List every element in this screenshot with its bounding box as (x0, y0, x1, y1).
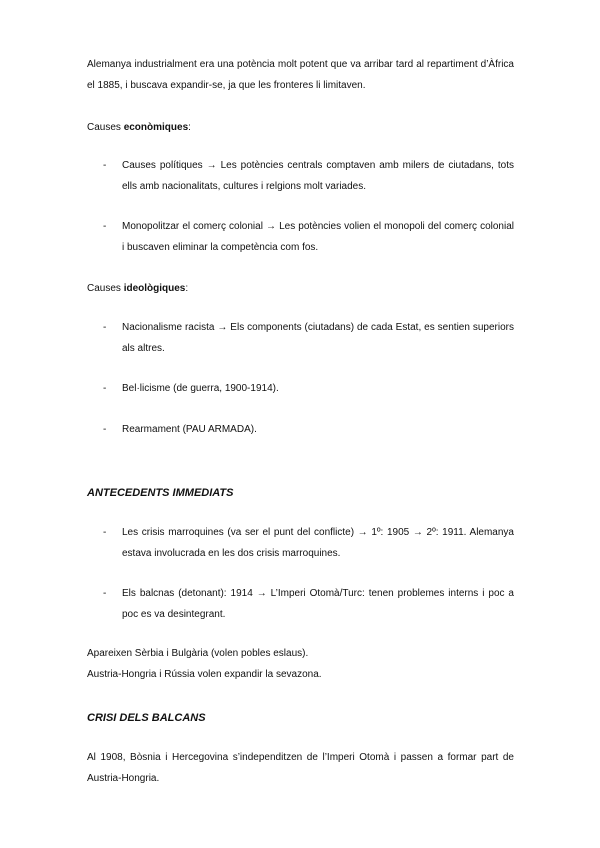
austria-russia-line: Austria-Hongria i Rússia volen expandir la sevazona. (87, 669, 322, 680)
bullet-marker: - (103, 322, 107, 333)
bullet-marker: - (103, 383, 107, 394)
ideological-causes-label-bold: ideològiques (123, 283, 186, 294)
serbia-bulgaria-line: Apareixen Sèrbia i Bulgària (volen pobles eslaus). (87, 648, 309, 659)
list-item: Els balcnas (detonant): 1914 → L’Imperi Otomà/Turc: tenen problemes interns i poc a poc es va desintegrant. (122, 588, 514, 620)
list-item: Nacionalisme racista → Els components (ciutadans) de cada Estat, es sentien superiors als altres. (122, 322, 514, 354)
bullet-marker: - (103, 221, 107, 232)
list-item: Bel·licisme (de guerra, 1900-1914). (122, 383, 279, 394)
economic-causes-label: Causes econòmiques: (87, 122, 191, 133)
bullet-marker: - (103, 424, 107, 435)
balkans-paragraph: Al 1908, Bòsnia i Hercegovina s’independitzen de l’Imperi Otomà i passen a formar part de Austria-Hongria. (87, 752, 514, 784)
bullet-marker: - (103, 588, 107, 599)
economic-causes-label-bold: econòmiques (123, 122, 189, 133)
bullet-marker: - (103, 527, 107, 538)
ideological-causes-label: Causes ideològiques: (87, 283, 189, 294)
list-item: Rearmament (PAU ARMADA). (122, 424, 257, 435)
antecedents-heading: ANTECEDENTS IMMEDIATS (87, 487, 234, 499)
bullet-marker: - (103, 160, 107, 171)
list-item: Les crisis marroquines (va ser el punt del conflicte) → 1º: 1905 → 2º: 1911. Alemanya estava involucrada en les dos crisis marroquines. (122, 527, 514, 559)
balkans-crisis-heading: CRISI DELS BALCANS (87, 712, 206, 724)
intro-paragraph: Alemanya industrialment era una potència molt potent que va arribar tard al repartiment d’Àfrica el 1885, i buscava expandir-se, ja que les fronteres li limitaven. (87, 59, 514, 91)
list-item: Monopolitzar el comerç colonial → Les potències volien el monopoli del comerç colonial i buscaven eliminar la competència com fos. (122, 221, 514, 253)
list-item: Causes polítiques → Les potències centrals comptaven amb milers de ciutadans, tots ells amb nacionalitats, cultures i relgions molt variades. (122, 160, 514, 192)
